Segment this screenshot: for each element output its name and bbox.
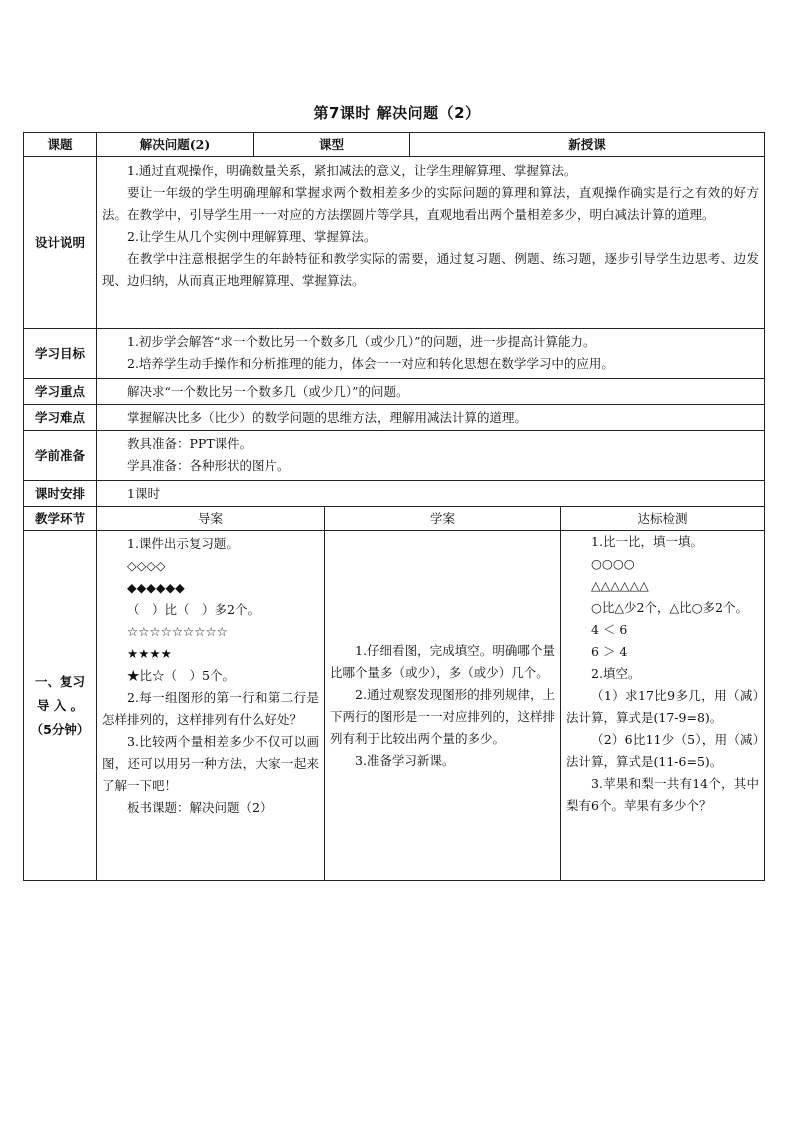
guide-line: ◆◆◆◆◆◆ xyxy=(127,580,185,595)
prep-item: 教具准备：PPT课件。 xyxy=(127,436,253,451)
stage1-row xyxy=(24,531,765,881)
check-line: ○○○○ xyxy=(591,556,635,571)
guide-line: 2.每一组图形的第一行和第二行是怎样排列的，这样排列有什么好处？ xyxy=(102,690,319,727)
difficulty-text: 掌握解决比多（比少）的数学问题的思维方法，理解用减法计算的道理。 xyxy=(127,409,528,425)
study-line: 2.通过观察发现图形的排列规律，上下两行的图形是一一对应排列的，这样排列有利于比较出两个量的多少。 xyxy=(330,686,556,746)
goals-label: 学习目标 xyxy=(24,329,97,379)
check-line: （1）求17比9多几，用（减）法计算，算式是(17-9=8)。 xyxy=(566,688,760,725)
check-line: 3.苹果和梨一共有14个，其中梨有6个。苹果有多少个？ xyxy=(566,776,760,813)
goal-item: 1.初步学会解答“求一个数比另一个数多几（或少几）”的问题，进一步提高计算能力。 xyxy=(127,334,596,349)
guide-line: （ ）比（ ）多2个。 xyxy=(127,602,260,617)
stage1-check xyxy=(561,531,765,881)
prep-label: 学前准备 xyxy=(24,431,97,481)
guide-line: ◇◇◇◇ xyxy=(127,558,166,573)
guide-line: 1.课件出示复习题。 xyxy=(127,536,239,551)
stage1-guide xyxy=(97,531,325,881)
schedule-label: 课时安排 xyxy=(24,481,97,507)
study-line: 1.仔细看图，完成填空。明确哪个量比哪个量多（或少），多（或少）几个。 xyxy=(330,642,556,680)
key-label: 学习重点 xyxy=(24,379,97,405)
guide-line: ★比☆（ ）5个。 xyxy=(127,668,235,683)
topic-value: 解决问题(2) xyxy=(97,133,254,157)
guide-line: ☆☆☆☆☆☆☆☆☆ xyxy=(127,624,228,639)
guide-line: 板书课题：解决问题（2） xyxy=(127,800,273,815)
difficulty-label: 学习难点 xyxy=(24,405,97,431)
difficulty-content xyxy=(97,405,765,431)
design-paragraph: 在教学中注意根据学生的年龄特征和教学实际的需要，通过复习题、例题、练习题，逐步引导学生边思考、边发现、边归纳，从而真正地理解算理、掌握算法。 xyxy=(102,251,760,288)
design-paragraph: 1.通过直观操作，明确数量关系，紧扣减法的意义，让学生理解算理、掌握算法。 xyxy=(127,163,577,178)
check-line: 2.填空。 xyxy=(591,666,641,681)
key-text: 解决求“一个数比另一个数多几（或少几）”的问题。 xyxy=(127,383,409,399)
schedule-content xyxy=(97,481,765,507)
goals-content xyxy=(97,329,765,379)
prep-content xyxy=(97,431,765,481)
goal-item: 2.培养学生动手操作和分析推理的能力，体会一一对应和转化思想在数学学习中的应用。 xyxy=(127,356,614,371)
design-paragraph: 2.让学生从几个实例中理解算理、掌握算法。 xyxy=(127,229,377,244)
check-line: 1.比一比，填一填。 xyxy=(591,534,703,549)
design-row xyxy=(24,157,765,329)
type-value: 新授课 xyxy=(410,133,765,157)
key-content xyxy=(97,379,765,405)
check-line: 6 ＞ 4 xyxy=(591,644,628,659)
guide-line: ★★★★ xyxy=(127,646,172,661)
goals-row xyxy=(24,329,765,379)
stage-column-label: 教学环节 xyxy=(24,507,97,531)
check-line: ○比△少2个，△比○多2个。 xyxy=(591,600,748,615)
study-line: 3.准备学习新课。 xyxy=(355,752,455,768)
stage1-name-line: 一、复习 xyxy=(34,673,85,689)
difficulty-row xyxy=(24,405,765,431)
topic-label: 课题 xyxy=(24,133,97,157)
check-line: 4 ＜ 6 xyxy=(591,622,628,637)
schedule-text: 1课时 xyxy=(127,485,160,501)
check-line: △△△△△△ xyxy=(591,578,649,593)
lesson-table xyxy=(23,132,765,881)
type-label: 课型 xyxy=(254,133,410,157)
stage1-name xyxy=(24,531,97,881)
stage1-name-line: 导 入 。 xyxy=(36,697,84,713)
study-column-label: 学案 xyxy=(325,507,561,531)
section-header-row xyxy=(24,507,765,531)
prep-item: 学具准备：各种形状的图片。 xyxy=(127,458,290,473)
guide-column-label: 导案 xyxy=(97,507,325,531)
stage1-name-line: （5分钟） xyxy=(30,721,90,737)
topic-row xyxy=(24,133,765,157)
design-content xyxy=(97,157,765,329)
guide-line: 3.比较两个量相差多少不仅可以画图，还可以用另一种方法，大家一起来了解一下吧！ xyxy=(102,734,319,793)
check-line: （2）6比11少（5），用（减）法计算，算式是(11-6=5)。 xyxy=(566,732,760,769)
design-label: 设计说明 xyxy=(24,157,97,329)
schedule-row xyxy=(24,481,765,507)
key-row xyxy=(24,379,765,405)
stage1-study xyxy=(325,531,561,881)
check-column-label: 达标检测 xyxy=(561,507,765,531)
page-title: 第7课时 解决问题（2） xyxy=(313,104,481,122)
design-paragraph: 要让一年级的学生明确理解和掌握求两个数相差多少的实际问题的算理和算法，直观操作确实是行之有效的好方法。在教学中，引导学生用一一对应的方法摆圆片等学具，直观地看出两个量相差多少，明白减法计算的道理。 xyxy=(102,185,760,222)
prep-row xyxy=(24,431,765,481)
